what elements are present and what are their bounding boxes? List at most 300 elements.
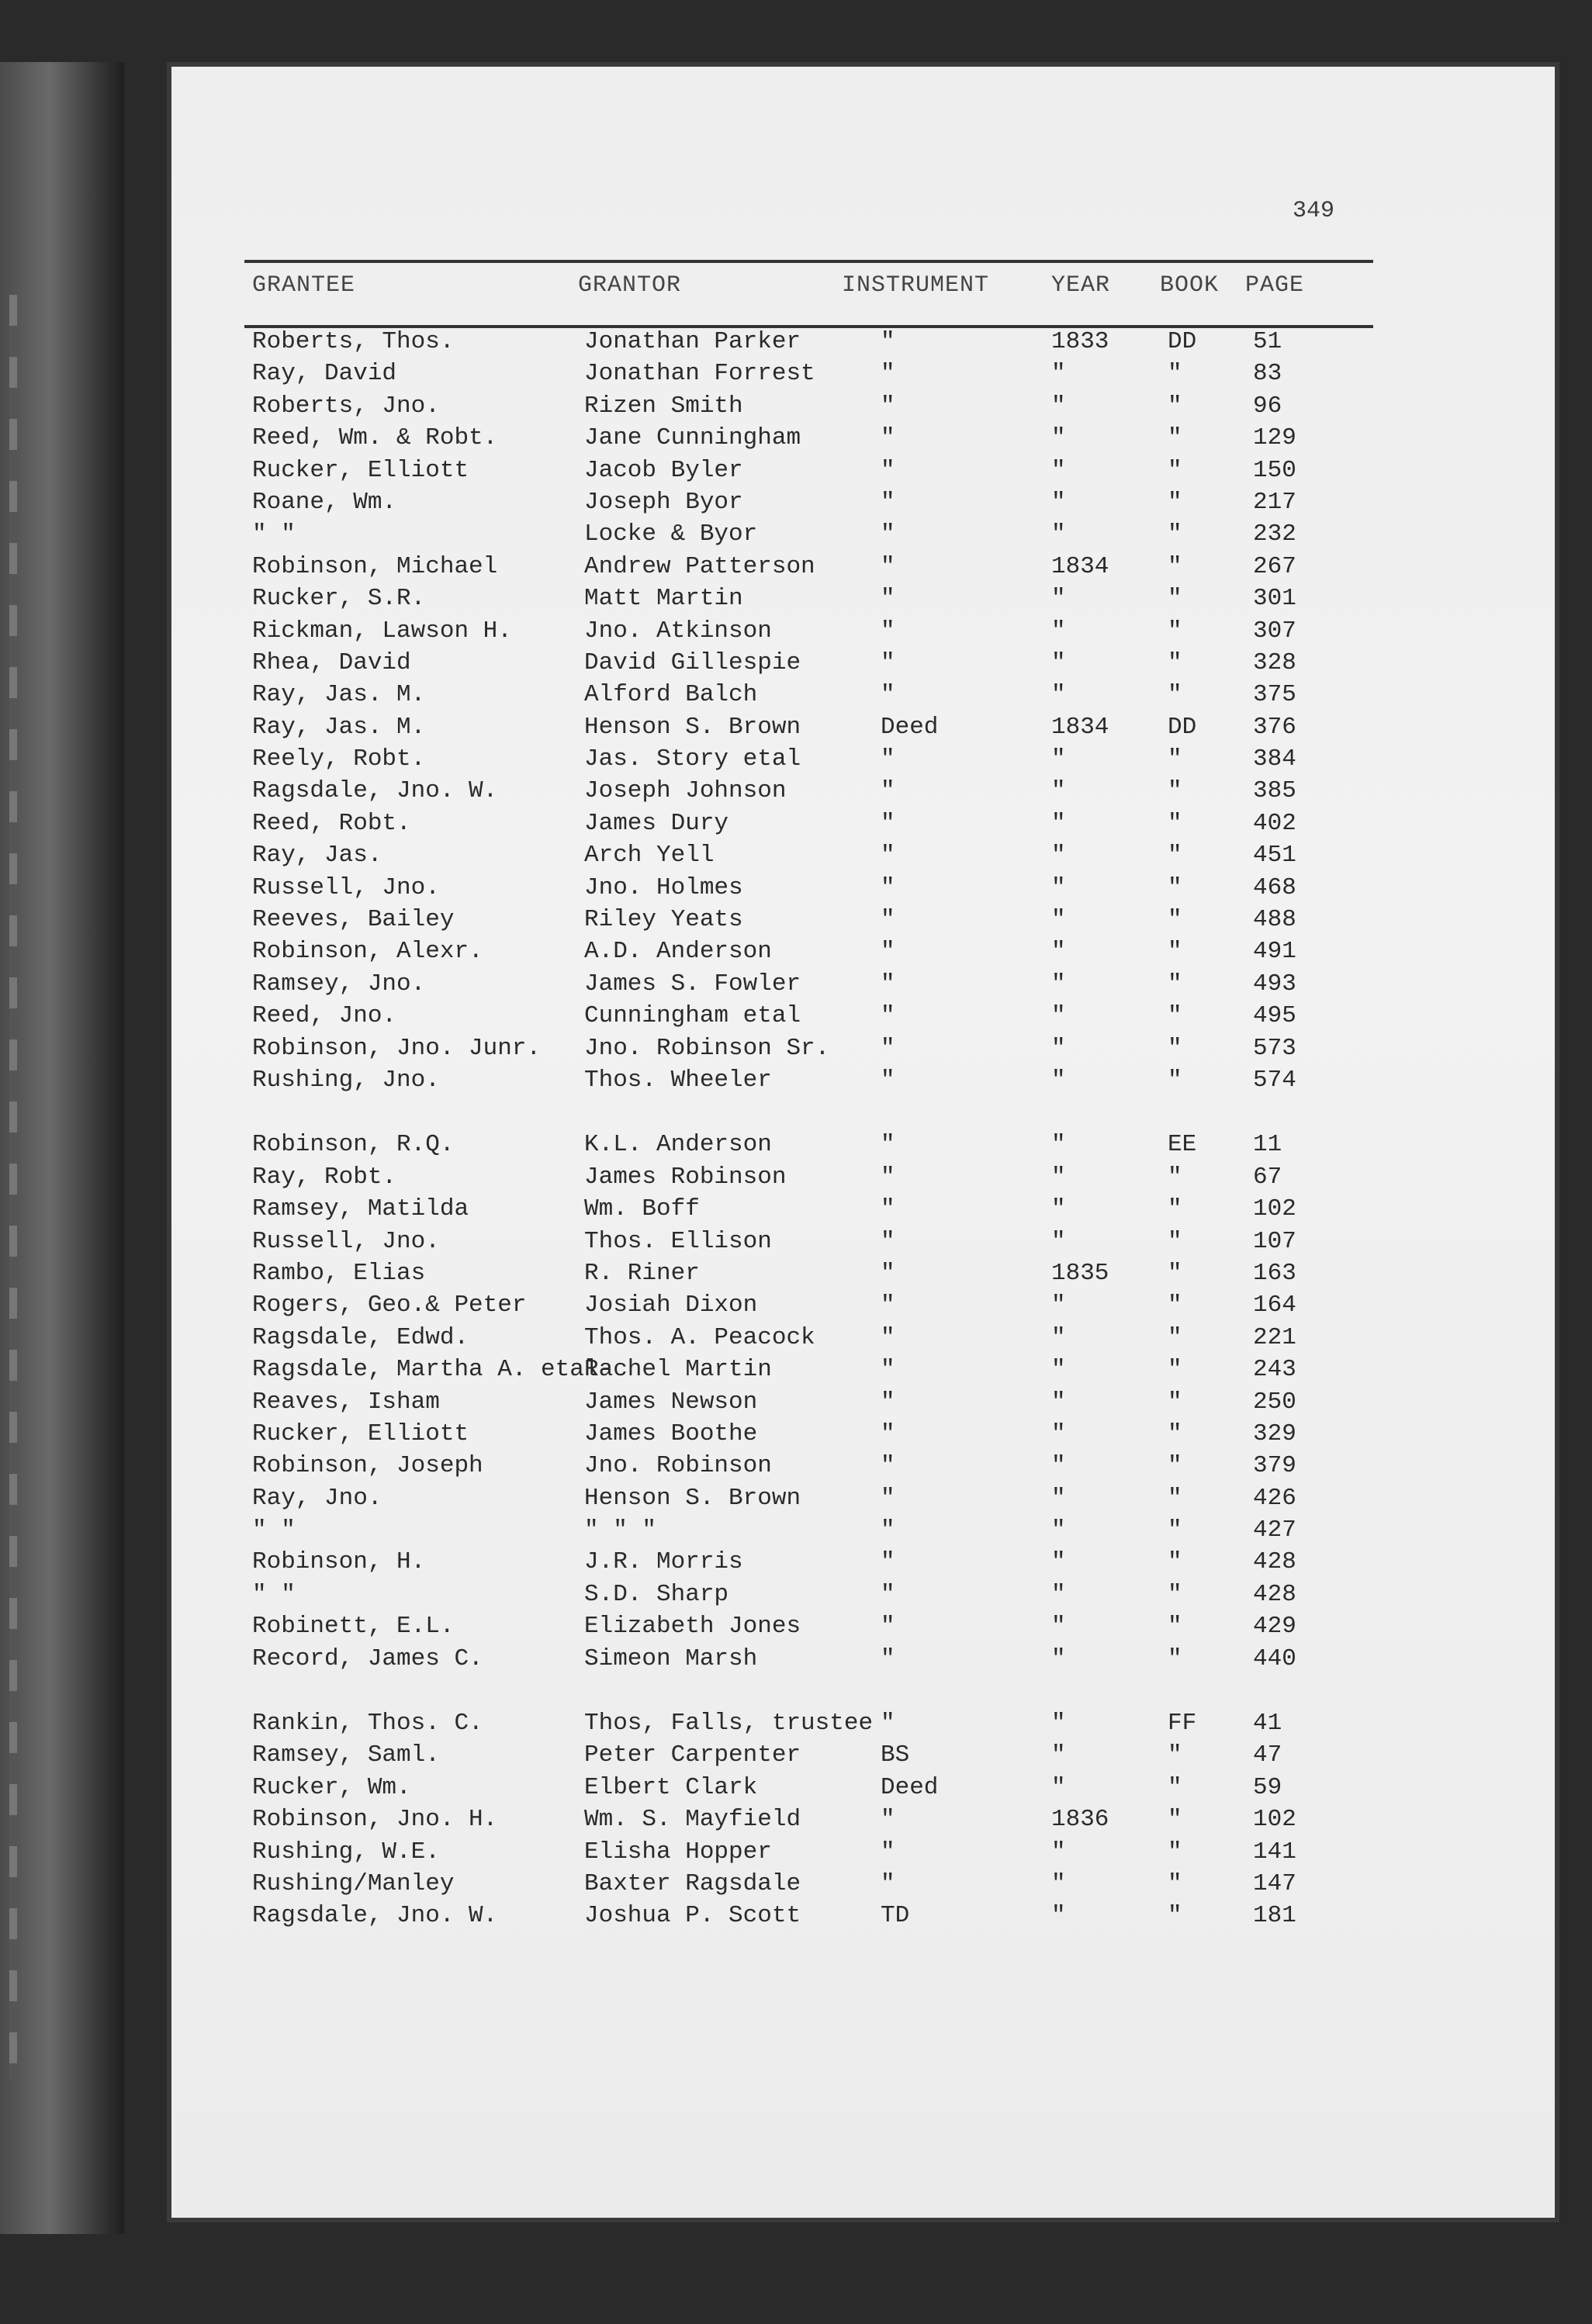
header-year: YEAR xyxy=(1051,272,1111,299)
header-instrument: INSTRUMENT xyxy=(842,272,990,299)
cell-grantor: Jane Cunningham xyxy=(584,424,801,452)
cell-book: " xyxy=(1168,681,1182,709)
table-row xyxy=(244,1257,1408,1289)
cell-grantee: Ray, Jas. M. xyxy=(252,713,426,741)
cell-instrument: " xyxy=(881,1195,895,1223)
table-row xyxy=(244,968,1408,1000)
cell-instrument: " xyxy=(881,1259,895,1287)
table-row xyxy=(244,615,1408,647)
cell-book: " xyxy=(1168,1034,1182,1062)
cell-grantee: Ramsey, Jno. xyxy=(252,970,426,998)
cell-instrument: " xyxy=(881,777,895,805)
cell-year: " xyxy=(1051,1613,1066,1641)
cell-page: 102 xyxy=(1253,1806,1296,1834)
cell-book: " xyxy=(1168,842,1182,870)
cell-instrument: " xyxy=(881,552,895,580)
cell-book: " xyxy=(1168,906,1182,934)
cell-year: " xyxy=(1051,873,1066,901)
cell-grantee: Russell, Jno. xyxy=(252,873,440,901)
table-row xyxy=(244,422,1408,454)
cell-page: 427 xyxy=(1253,1516,1296,1544)
cell-grantor: Henson S. Brown xyxy=(584,713,801,741)
cell-year: " xyxy=(1051,1773,1066,1801)
cell-year: " xyxy=(1051,1838,1066,1866)
cell-page: 67 xyxy=(1253,1163,1282,1191)
table-row xyxy=(244,1450,1408,1482)
cell-book: " xyxy=(1168,1484,1182,1512)
cell-instrument: " xyxy=(881,1838,895,1866)
cell-book: " xyxy=(1168,1452,1182,1480)
cell-instrument: " xyxy=(881,1516,895,1544)
table-row xyxy=(244,1418,1408,1450)
cell-grantee: Ray, Jno. xyxy=(252,1484,382,1512)
cell-grantee: Roberts, Jno. xyxy=(252,392,440,420)
cell-book: " xyxy=(1168,1356,1182,1384)
cell-book: " xyxy=(1168,1227,1182,1255)
cell-grantor: J.R. Morris xyxy=(584,1548,743,1576)
cell-grantee: Rucker, S.R. xyxy=(252,585,426,613)
cell-book: DD xyxy=(1168,328,1197,355)
cell-grantor: Matt Martin xyxy=(584,585,743,613)
cell-grantee: Reely, Robt. xyxy=(252,745,426,773)
cell-book: " xyxy=(1168,617,1182,645)
cell-year: " xyxy=(1051,1034,1066,1062)
cell-book: " xyxy=(1168,360,1182,388)
cell-instrument: " xyxy=(881,1163,895,1191)
cell-book: " xyxy=(1168,1644,1182,1672)
cell-year: " xyxy=(1051,1644,1066,1672)
cell-grantor: James Robinson xyxy=(584,1163,787,1191)
cell-book: " xyxy=(1168,552,1182,580)
cell-page: 429 xyxy=(1253,1613,1296,1641)
cell-year: " xyxy=(1051,392,1066,420)
table-row xyxy=(244,486,1408,518)
cell-grantee: Ragsdale, Jno. W. xyxy=(252,777,498,805)
cell-grantor: A.D. Anderson xyxy=(584,938,772,966)
cell-year: " xyxy=(1051,1548,1066,1576)
cell-grantor: James Boothe xyxy=(584,1420,758,1447)
cell-instrument: " xyxy=(881,842,895,870)
cell-page: 493 xyxy=(1253,970,1296,998)
cell-instrument: " xyxy=(881,1452,895,1480)
table-row xyxy=(244,1643,1408,1675)
cell-year: " xyxy=(1051,1580,1066,1608)
cell-instrument: " xyxy=(881,1002,895,1030)
cell-grantor: Henson S. Brown xyxy=(584,1484,801,1512)
cell-year: " xyxy=(1051,1195,1066,1223)
cell-instrument: " xyxy=(881,809,895,837)
cell-grantor: Rachel Martin xyxy=(584,1356,772,1384)
cell-grantee: Rucker, Elliott xyxy=(252,1420,469,1447)
cell-year: " xyxy=(1051,1066,1066,1094)
cell-book: " xyxy=(1168,745,1182,773)
cell-year: 1834 xyxy=(1051,713,1109,741)
table-row xyxy=(244,1900,1408,1931)
cell-page: 379 xyxy=(1253,1452,1296,1480)
cell-grantor: Andrew Patterson xyxy=(584,552,815,580)
cell-year: 1833 xyxy=(1051,328,1109,355)
deed-index-table xyxy=(244,326,1408,1932)
table-row xyxy=(244,1161,1408,1193)
cell-grantor: K.L. Anderson xyxy=(584,1131,772,1159)
cell-grantee: Robinson, H. xyxy=(252,1548,426,1576)
cell-page: 96 xyxy=(1253,392,1282,420)
table-row xyxy=(244,1579,1408,1610)
cell-grantor: Elizabeth Jones xyxy=(584,1613,801,1641)
cell-page: 232 xyxy=(1253,520,1296,548)
cell-year: " xyxy=(1051,488,1066,516)
cell-grantor: Joshua P. Scott xyxy=(584,1902,801,1930)
table-row xyxy=(244,518,1408,550)
table-row xyxy=(244,326,1408,358)
cell-year: " xyxy=(1051,1902,1066,1930)
cell-page: 47 xyxy=(1253,1741,1282,1769)
table-row xyxy=(244,1868,1408,1900)
cell-page: 385 xyxy=(1253,777,1296,805)
cell-grantor: Elbert Clark xyxy=(584,1773,758,1801)
cell-instrument: " xyxy=(881,1644,895,1672)
cell-page: 41 xyxy=(1253,1710,1282,1738)
cell-book: " xyxy=(1168,424,1182,452)
cell-grantee: Robinson, Michael xyxy=(252,552,498,580)
cell-instrument: " xyxy=(881,617,895,645)
group-spacer xyxy=(244,1096,1408,1129)
cell-instrument: " xyxy=(881,906,895,934)
cell-grantee: Rucker, Elliott xyxy=(252,456,469,484)
cell-grantor: Jno. Robinson xyxy=(584,1452,772,1480)
cell-grantor: Thos. A. Peacock xyxy=(584,1323,815,1351)
cell-instrument: " xyxy=(881,681,895,709)
cell-grantor: R. Riner xyxy=(584,1259,700,1287)
cell-book: " xyxy=(1168,1420,1182,1447)
cell-grantee: Rushing, W.E. xyxy=(252,1838,440,1866)
cell-year: " xyxy=(1051,809,1066,837)
cell-grantor: S.D. Sharp xyxy=(584,1580,729,1608)
cell-grantee: Ramsey, Saml. xyxy=(252,1741,440,1769)
cell-book: " xyxy=(1168,1323,1182,1351)
cell-book: " xyxy=(1168,1002,1182,1030)
cell-grantor: Simeon Marsh xyxy=(584,1644,758,1672)
cell-grantee: " " xyxy=(252,520,296,548)
table-row xyxy=(244,1836,1408,1868)
cell-grantor: Locke & Byor xyxy=(584,520,758,548)
cell-page: 141 xyxy=(1253,1838,1296,1866)
header-page: PAGE xyxy=(1245,272,1305,299)
cell-book: " xyxy=(1168,1773,1182,1801)
cell-year: " xyxy=(1051,1741,1066,1769)
cell-instrument: " xyxy=(881,1356,895,1384)
cell-instrument: TD xyxy=(881,1902,910,1930)
table-row xyxy=(244,1064,1408,1096)
cell-page: 573 xyxy=(1253,1034,1296,1062)
table-row xyxy=(244,1032,1408,1064)
cell-grantee: " " xyxy=(252,1516,296,1544)
cell-year: " xyxy=(1051,681,1066,709)
cell-book: " xyxy=(1168,1516,1182,1544)
cell-book: " xyxy=(1168,488,1182,516)
cell-year: 1835 xyxy=(1051,1259,1109,1287)
cell-book: " xyxy=(1168,1741,1182,1769)
cell-grantee: Ragsdale, Martha A. etal- xyxy=(252,1356,614,1384)
cell-instrument: " xyxy=(881,1710,895,1738)
cell-grantor: David Gillespie xyxy=(584,648,801,676)
cell-instrument: " xyxy=(881,360,895,388)
cell-instrument: " xyxy=(881,1548,895,1576)
cell-grantor: Jno. Atkinson xyxy=(584,617,772,645)
cell-instrument: " xyxy=(881,1806,895,1834)
table-row xyxy=(244,455,1408,486)
cell-page: 376 xyxy=(1253,713,1296,741)
cell-page: 150 xyxy=(1253,456,1296,484)
group-spacer xyxy=(244,1675,1408,1707)
cell-grantor: Jas. Story etal xyxy=(584,745,801,773)
cell-instrument: " xyxy=(881,1034,895,1062)
cell-grantor: Baxter Ragsdale xyxy=(584,1869,801,1897)
cell-page: 221 xyxy=(1253,1323,1296,1351)
header-grantor: GRANTOR xyxy=(578,272,682,299)
cell-page: 11 xyxy=(1253,1131,1282,1159)
cell-year: " xyxy=(1051,456,1066,484)
cell-instrument: " xyxy=(881,456,895,484)
table-row xyxy=(244,390,1408,422)
cell-instrument: " xyxy=(881,873,895,901)
cell-year: " xyxy=(1051,1420,1066,1447)
cell-year: " xyxy=(1051,648,1066,676)
cell-book: FF xyxy=(1168,1710,1197,1738)
cell-year: " xyxy=(1051,1131,1066,1159)
cell-year: " xyxy=(1051,1002,1066,1030)
cell-grantee: Reaves, Isham xyxy=(252,1388,440,1416)
table-row xyxy=(244,1386,1408,1418)
table-row xyxy=(244,1322,1408,1354)
cell-page: 217 xyxy=(1253,488,1296,516)
cell-page: 59 xyxy=(1253,1773,1282,1801)
cell-book: " xyxy=(1168,1292,1182,1319)
cell-instrument: " xyxy=(881,1388,895,1416)
cell-page: 488 xyxy=(1253,906,1296,934)
cell-book: " xyxy=(1168,1838,1182,1866)
cell-year: " xyxy=(1051,1356,1066,1384)
cell-grantee: Robinson, R.Q. xyxy=(252,1131,455,1159)
table-row xyxy=(244,1804,1408,1835)
cell-grantee: Record, James C. xyxy=(252,1644,483,1672)
cell-page: 402 xyxy=(1253,809,1296,837)
cell-instrument: " xyxy=(881,520,895,548)
cell-instrument: " xyxy=(881,392,895,420)
table-row xyxy=(244,1546,1408,1578)
cell-book: " xyxy=(1168,938,1182,966)
cell-grantee: Russell, Jno. xyxy=(252,1227,440,1255)
table-row xyxy=(244,1129,1408,1160)
cell-grantor: Jno. Holmes xyxy=(584,873,743,901)
cell-book: " xyxy=(1168,648,1182,676)
cell-year: " xyxy=(1051,745,1066,773)
cell-instrument: " xyxy=(881,648,895,676)
cell-instrument: " xyxy=(881,1292,895,1319)
table-row xyxy=(244,583,1408,614)
table-row xyxy=(244,1707,1408,1739)
table-row xyxy=(244,904,1408,935)
cell-book: " xyxy=(1168,1163,1182,1191)
cell-instrument: " xyxy=(881,970,895,998)
table-row xyxy=(244,1610,1408,1642)
cell-grantor: Alford Balch xyxy=(584,681,758,709)
table-row xyxy=(244,935,1408,967)
cell-year: " xyxy=(1051,1516,1066,1544)
cell-grantor: Jno. Robinson Sr. xyxy=(584,1034,830,1062)
cell-page: 428 xyxy=(1253,1580,1296,1608)
cell-instrument: " xyxy=(881,1580,895,1608)
cell-year: " xyxy=(1051,585,1066,613)
cell-page: 329 xyxy=(1253,1420,1296,1447)
cell-page: 243 xyxy=(1253,1356,1296,1384)
cell-year: " xyxy=(1051,520,1066,548)
cell-year: " xyxy=(1051,938,1066,966)
cell-year: 1836 xyxy=(1051,1806,1109,1834)
cell-book: EE xyxy=(1168,1131,1197,1159)
cell-grantor: " " " xyxy=(584,1516,657,1544)
cell-grantee: Robinson, Alexr. xyxy=(252,938,483,966)
table-header xyxy=(244,260,1373,328)
cell-instrument: " xyxy=(881,1420,895,1447)
cell-grantor: James S. Fowler xyxy=(584,970,801,998)
cell-page: 375 xyxy=(1253,681,1296,709)
cell-instrument: " xyxy=(881,1484,895,1512)
cell-grantee: Reed, Wm. & Robt. xyxy=(252,424,498,452)
cell-year: " xyxy=(1051,777,1066,805)
cell-grantor: Jonathan Parker xyxy=(584,328,801,355)
cell-grantee: Robinson, Jno. Junr. xyxy=(252,1034,542,1062)
cell-book: " xyxy=(1168,1066,1182,1094)
cell-grantee: " " xyxy=(252,1580,296,1608)
cell-instrument: " xyxy=(881,1869,895,1897)
cell-year: " xyxy=(1051,360,1066,388)
table-row xyxy=(244,1482,1408,1514)
cell-page: 129 xyxy=(1253,424,1296,452)
cell-book: " xyxy=(1168,1195,1182,1223)
cell-grantee: Robinson, Joseph xyxy=(252,1452,483,1480)
cell-year: " xyxy=(1051,906,1066,934)
cell-year: " xyxy=(1051,1452,1066,1480)
cell-year: 1834 xyxy=(1051,552,1109,580)
cell-page: 468 xyxy=(1253,873,1296,901)
cell-instrument: " xyxy=(881,1323,895,1351)
film-border-left xyxy=(0,62,124,2234)
header-grantee: GRANTEE xyxy=(252,272,356,299)
cell-grantee: Rickman, Lawson H. xyxy=(252,617,512,645)
cell-grantor: Arch Yell xyxy=(584,842,715,870)
cell-grantee: Rucker, Wm. xyxy=(252,1773,411,1801)
cell-instrument: Deed xyxy=(881,713,939,741)
cell-page: 51 xyxy=(1253,328,1282,355)
cell-grantor: Rizen Smith xyxy=(584,392,743,420)
cell-book: " xyxy=(1168,777,1182,805)
cell-page: 181 xyxy=(1253,1902,1296,1930)
cell-grantor: Jacob Byler xyxy=(584,456,743,484)
cell-grantee: Ramsey, Matilda xyxy=(252,1195,469,1223)
cell-page: 384 xyxy=(1253,745,1296,773)
cell-book: " xyxy=(1168,809,1182,837)
cell-page: 491 xyxy=(1253,938,1296,966)
table-row xyxy=(244,808,1408,839)
cell-page: 426 xyxy=(1253,1484,1296,1512)
page-number: 349 xyxy=(1292,198,1334,224)
cell-grantor: Wm. S. Mayfield xyxy=(584,1806,801,1834)
cell-grantor: Thos, Falls, trustee xyxy=(584,1710,874,1738)
cell-grantee: Rankin, Thos. C. xyxy=(252,1710,483,1738)
cell-grantor: Joseph Johnson xyxy=(584,777,787,805)
cell-book: " xyxy=(1168,456,1182,484)
table-row xyxy=(244,872,1408,904)
cell-instrument: " xyxy=(881,424,895,452)
cell-grantor: Thos. Ellison xyxy=(584,1227,772,1255)
cell-year: " xyxy=(1051,1484,1066,1512)
cell-book: " xyxy=(1168,873,1182,901)
cell-instrument: " xyxy=(881,1131,895,1159)
cell-grantee: Reed, Robt. xyxy=(252,809,411,837)
cell-year: " xyxy=(1051,842,1066,870)
cell-grantee: Rhea, David xyxy=(252,648,411,676)
cell-year: " xyxy=(1051,617,1066,645)
cell-grantor: Josiah Dixon xyxy=(584,1292,758,1319)
cell-year: " xyxy=(1051,1227,1066,1255)
cell-instrument: " xyxy=(881,745,895,773)
cell-page: 83 xyxy=(1253,360,1282,388)
cell-page: 440 xyxy=(1253,1644,1296,1672)
cell-year: " xyxy=(1051,1710,1066,1738)
cell-instrument: " xyxy=(881,328,895,355)
cell-grantor: Cunningham etal xyxy=(584,1002,801,1030)
cell-year: " xyxy=(1051,970,1066,998)
table-row xyxy=(244,1000,1408,1032)
table-row xyxy=(244,1226,1408,1257)
cell-grantor: Elisha Hopper xyxy=(584,1838,772,1866)
cell-book: " xyxy=(1168,1902,1182,1930)
cell-book: " xyxy=(1168,520,1182,548)
cell-instrument: " xyxy=(881,585,895,613)
cell-book: " xyxy=(1168,392,1182,420)
cell-grantee: Reeves, Bailey xyxy=(252,906,455,934)
cell-book: DD xyxy=(1168,713,1197,741)
cell-grantor: Thos. Wheeler xyxy=(584,1066,772,1094)
cell-instrument: " xyxy=(881,938,895,966)
cell-grantee: Rogers, Geo.& Peter xyxy=(252,1292,527,1319)
table-row xyxy=(244,1514,1408,1546)
cell-grantee: Robinson, Jno. H. xyxy=(252,1806,498,1834)
cell-page: 163 xyxy=(1253,1259,1296,1287)
cell-book: " xyxy=(1168,1388,1182,1416)
cell-grantee: Ragsdale, Jno. W. xyxy=(252,1902,498,1930)
cell-year: " xyxy=(1051,424,1066,452)
cell-page: 307 xyxy=(1253,617,1296,645)
cell-grantee: Reed, Jno. xyxy=(252,1002,397,1030)
cell-page: 147 xyxy=(1253,1869,1296,1897)
cell-grantor: Peter Carpenter xyxy=(584,1741,801,1769)
cell-book: " xyxy=(1168,1613,1182,1641)
document-page xyxy=(167,62,1559,2222)
cell-grantee: Rambo, Elias xyxy=(252,1259,426,1287)
cell-year: " xyxy=(1051,1292,1066,1319)
table-row xyxy=(244,551,1408,583)
cell-year: " xyxy=(1051,1323,1066,1351)
cell-grantee: Rushing/Manley xyxy=(252,1869,455,1897)
table-row xyxy=(244,358,1408,389)
cell-grantor: James Dury xyxy=(584,809,729,837)
cell-year: " xyxy=(1051,1163,1066,1191)
table-row xyxy=(244,711,1408,743)
table-row xyxy=(244,1193,1408,1225)
cell-page: 574 xyxy=(1253,1066,1296,1094)
